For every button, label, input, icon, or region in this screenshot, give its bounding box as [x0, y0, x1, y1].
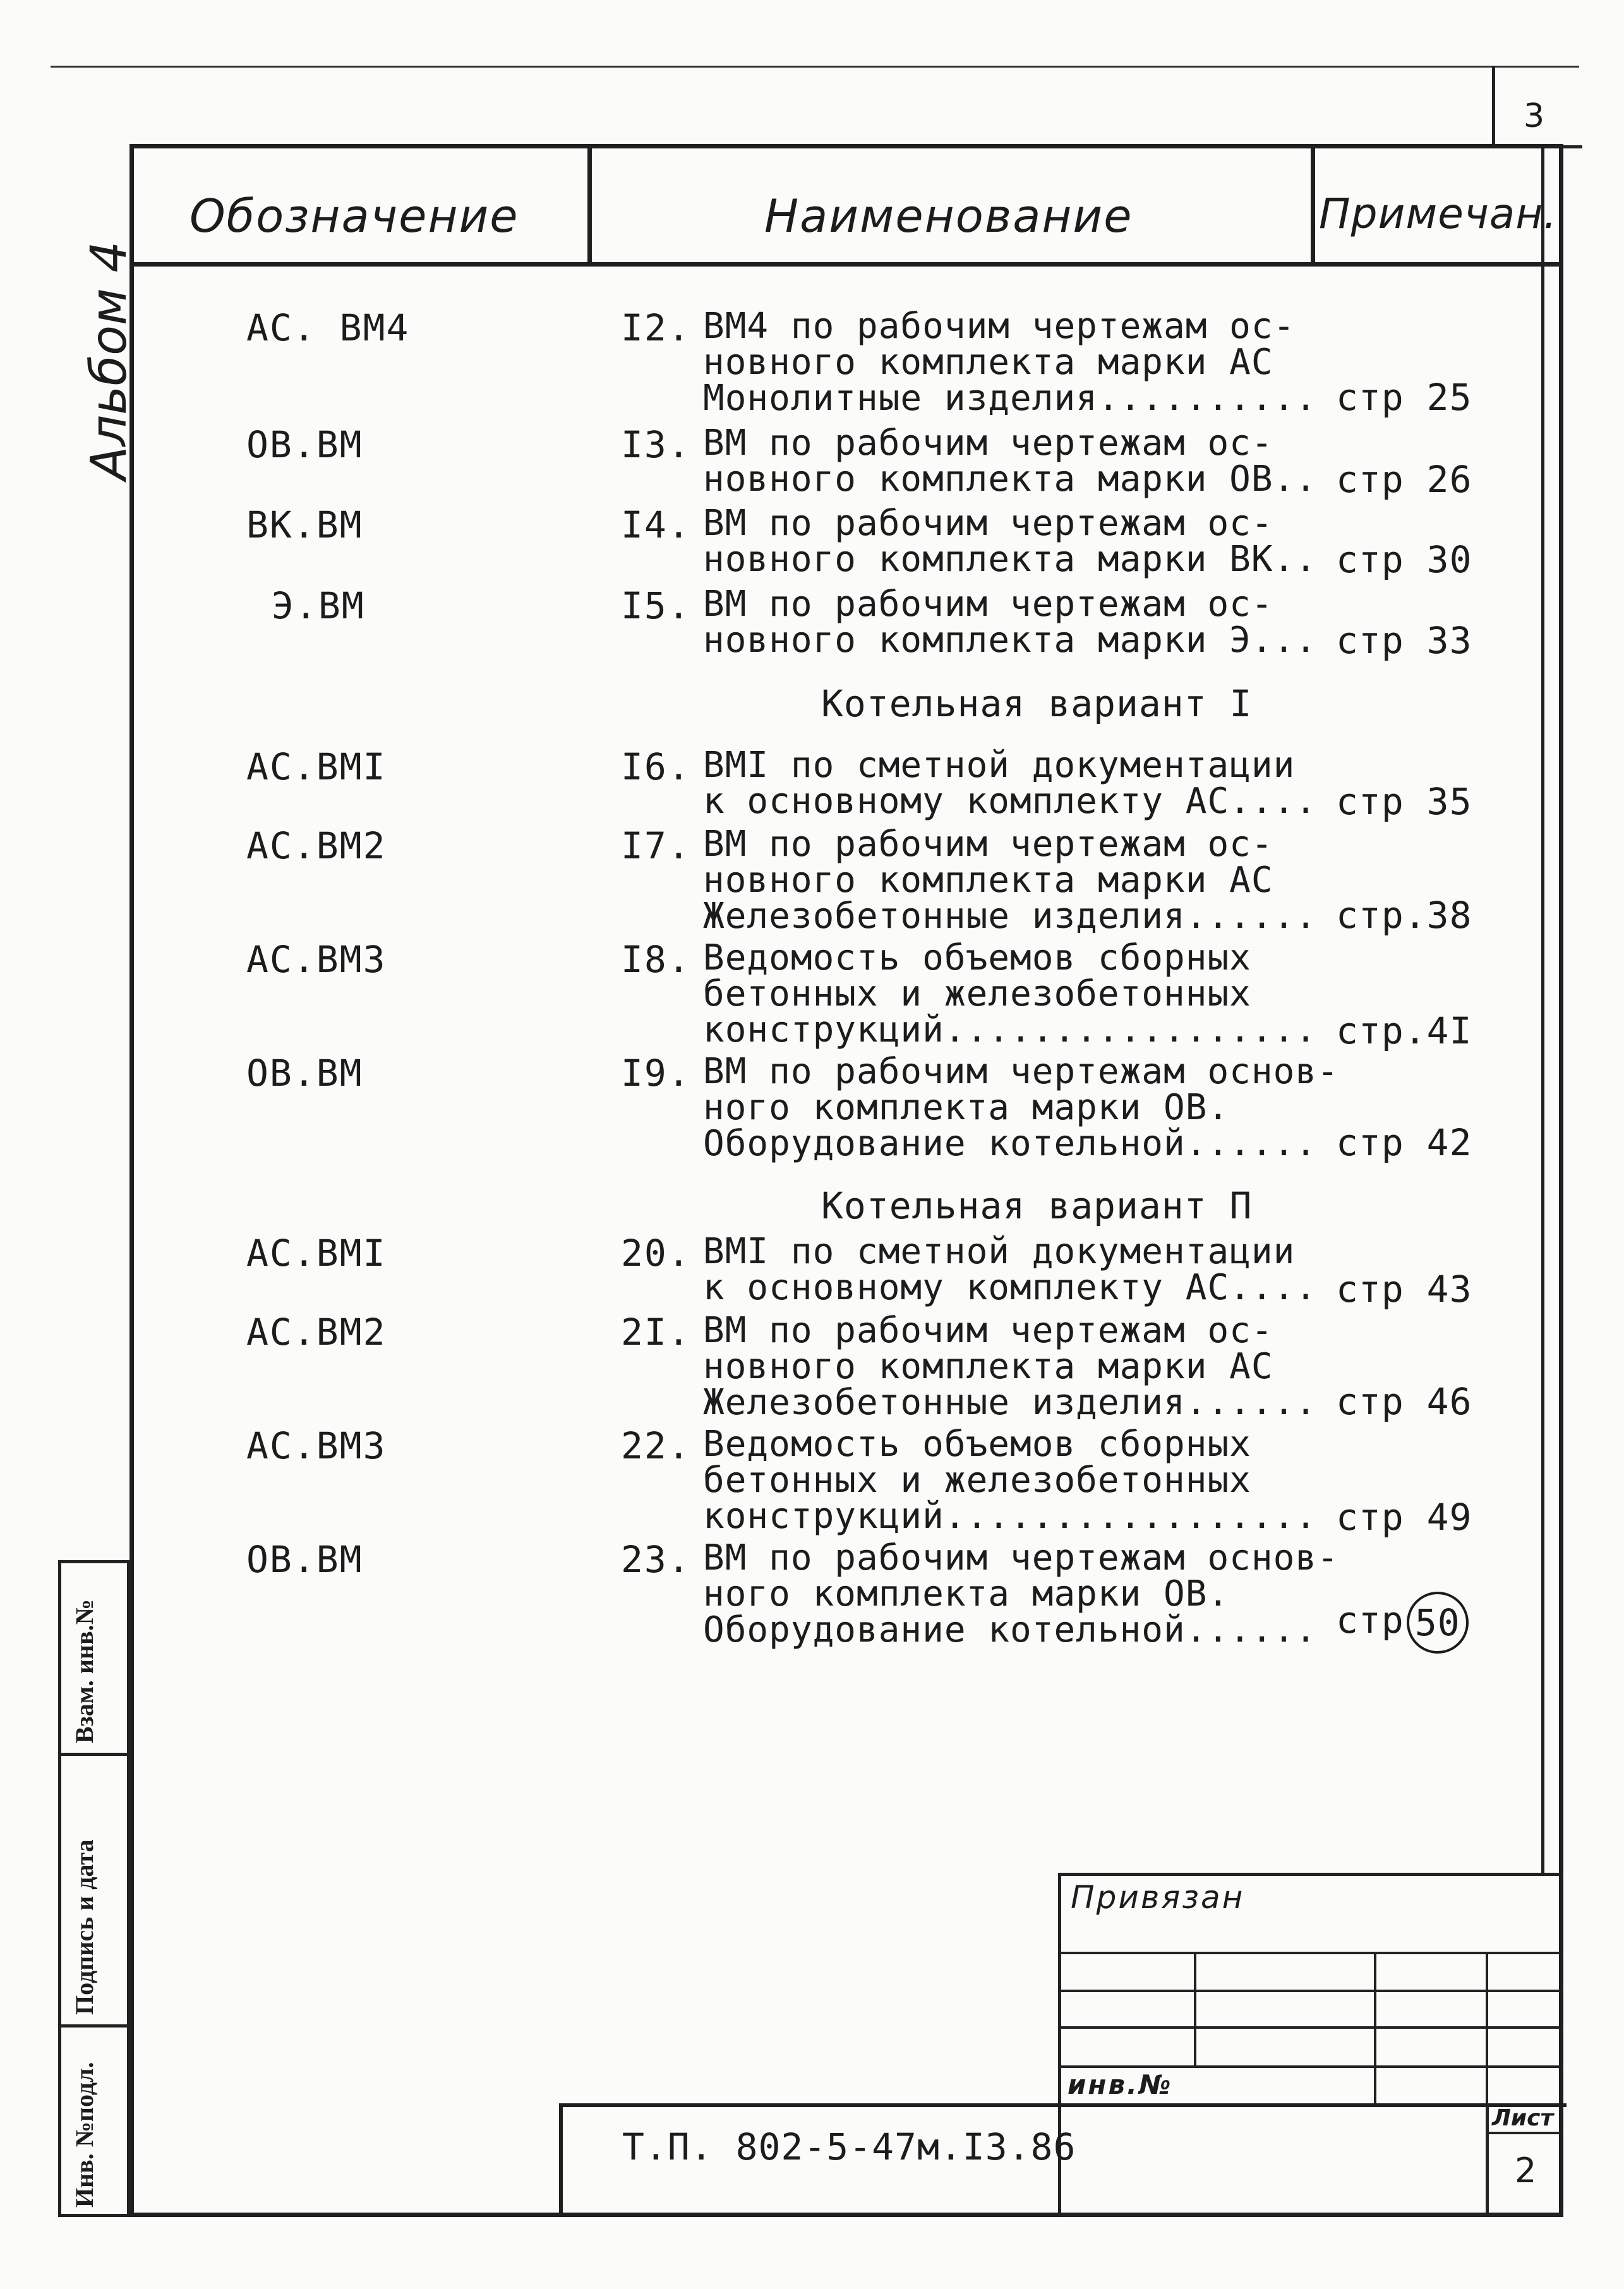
row-page: стр 49: [1336, 1496, 1472, 1539]
row-number: I8.: [621, 938, 691, 981]
row-number: I6.: [621, 745, 691, 788]
row-number: I3.: [621, 423, 691, 466]
sheet-label: Лист: [1492, 2105, 1554, 2131]
row-page: стр 33: [1336, 619, 1472, 662]
row-text: ВМ по рабочим чертежам ос- новного комплекта марки Э...: [703, 584, 1318, 661]
row-code: ВК.ВМ: [246, 503, 363, 546]
row-number: 22.: [621, 1424, 691, 1467]
left-stamp-divider: [58, 1753, 130, 1756]
section-title: Котельная вариант I: [821, 682, 1253, 725]
row-page: стр 46: [1336, 1380, 1472, 1423]
row-text: ВМ по рабочим чертежам ос- новного комплекта марки АС Железобетонные изделия......: [703, 1310, 1318, 1423]
album-label: Альбом 4: [81, 241, 138, 480]
stamp-vline: [1486, 1952, 1488, 2103]
row-text: ВМ по рабочим чертежам основ- ного комплекта марки ОВ. Оборудование котельной......: [703, 1537, 1339, 1650]
vzam-inv-label: Взам. инв.№: [70, 1599, 99, 1743]
row-text: Ведомость объемов сборных бетонных и железобетонных конструкций.................: [703, 937, 1318, 1050]
privyazan-label: Привязан: [1071, 1879, 1245, 1916]
row-number: I4.: [621, 503, 691, 546]
row-code: АС.ВМI: [246, 1232, 387, 1275]
header-name: Наименование: [764, 189, 1133, 243]
row-page: стр 30: [1336, 538, 1472, 581]
left-stamp-divider: [58, 2024, 130, 2028]
title-block-left-line: [559, 2103, 563, 2217]
page-number: 3: [1524, 97, 1545, 135]
header-divider: [129, 262, 1563, 267]
document-code: Т.П. 802-5-47м.I3.86: [622, 2125, 1076, 2168]
row-code: АС. ВМ4: [246, 306, 410, 349]
row-number: 2I.: [621, 1311, 691, 1354]
header-col-divider-1: [587, 144, 592, 262]
row-code: ОВ.ВМ: [246, 1052, 363, 1095]
page-number-box: [1492, 66, 1582, 148]
row-number: I7.: [621, 824, 691, 867]
header-col-divider-2: [1311, 144, 1315, 262]
sheet-box-divider: [1486, 2132, 1563, 2134]
row-text: ВМ по рабочим чертежам ос- новного комплекта марки АС Железобетонные изделия......: [703, 824, 1318, 937]
row-page: стр 26: [1336, 458, 1472, 501]
row-code: Э.ВМ: [272, 584, 365, 627]
row-number: I2.: [621, 306, 691, 349]
row-page: стр.38: [1336, 894, 1472, 937]
header-designation: Обозначение: [189, 189, 519, 243]
title-block-top-line: [559, 2103, 1567, 2107]
row-page: стр 42: [1336, 1121, 1472, 1164]
row-text: ВМI по сметной документации к основному комплекту АС....: [703, 745, 1318, 822]
row-code: АС.ВМ3: [246, 1424, 387, 1467]
inv-label: инв.№: [1068, 2069, 1173, 2100]
row-code: АС.ВМ2: [246, 824, 387, 867]
header-note: Примечан.: [1319, 189, 1558, 238]
top-border-line: [51, 66, 1579, 68]
sign-date-label: Подпись и дата: [70, 1839, 99, 2015]
row-number: I5.: [621, 584, 691, 627]
stamp-vline: [1194, 1952, 1196, 2065]
row-code: АС.ВМI: [246, 745, 387, 788]
row-number: 23.: [621, 1538, 691, 1581]
row-text: ВМ по рабочим чертежам ос- новного комплекта марки ОВ..: [703, 423, 1318, 500]
row-page: [1336, 1592, 1469, 1654]
row-number: 20.: [621, 1232, 691, 1275]
row-page-prefix: стр: [1336, 1599, 1404, 1642]
row-page: стр 43: [1336, 1268, 1472, 1311]
sheet-box-left-line: [1486, 2103, 1489, 2217]
row-code: АС.ВМ2: [246, 1311, 387, 1354]
inv-podl-label: Инв. №подл.: [70, 2062, 99, 2208]
row-text: ВМ по рабочим чертежам ос- новного комплекта марки ВК..: [703, 503, 1318, 580]
row-page: стр 25: [1336, 376, 1472, 419]
row-text: ВМI по сметной документации к основному комплекту АС....: [703, 1231, 1318, 1308]
row-text: ВМ4 по рабочим чертежам ос- новного комплекта марки АС Монолитные изделия..........: [703, 306, 1318, 419]
sheet-number: 2: [1515, 2151, 1537, 2190]
row-page: стр.4I: [1336, 1009, 1472, 1052]
row-page: стр 35: [1336, 780, 1472, 823]
row-text: Ведомость объемов сборных бетонных и железобетонных конструкций.................: [703, 1424, 1318, 1537]
row-code: АС.ВМ3: [246, 938, 387, 981]
section-title: Котельная вариант П: [821, 1184, 1253, 1227]
row-number: I9.: [621, 1052, 691, 1095]
stamp-vline: [1374, 1952, 1376, 2103]
row-page-circled: 50: [1407, 1592, 1469, 1654]
row-code: ОВ.ВМ: [246, 1538, 363, 1581]
row-code: ОВ.ВМ: [246, 423, 363, 466]
row-text: ВМ по рабочим чертежам основ- ного комплекта марки ОВ. Оборудование котельной......: [703, 1051, 1339, 1164]
right-inner-line: [1541, 144, 1544, 1875]
